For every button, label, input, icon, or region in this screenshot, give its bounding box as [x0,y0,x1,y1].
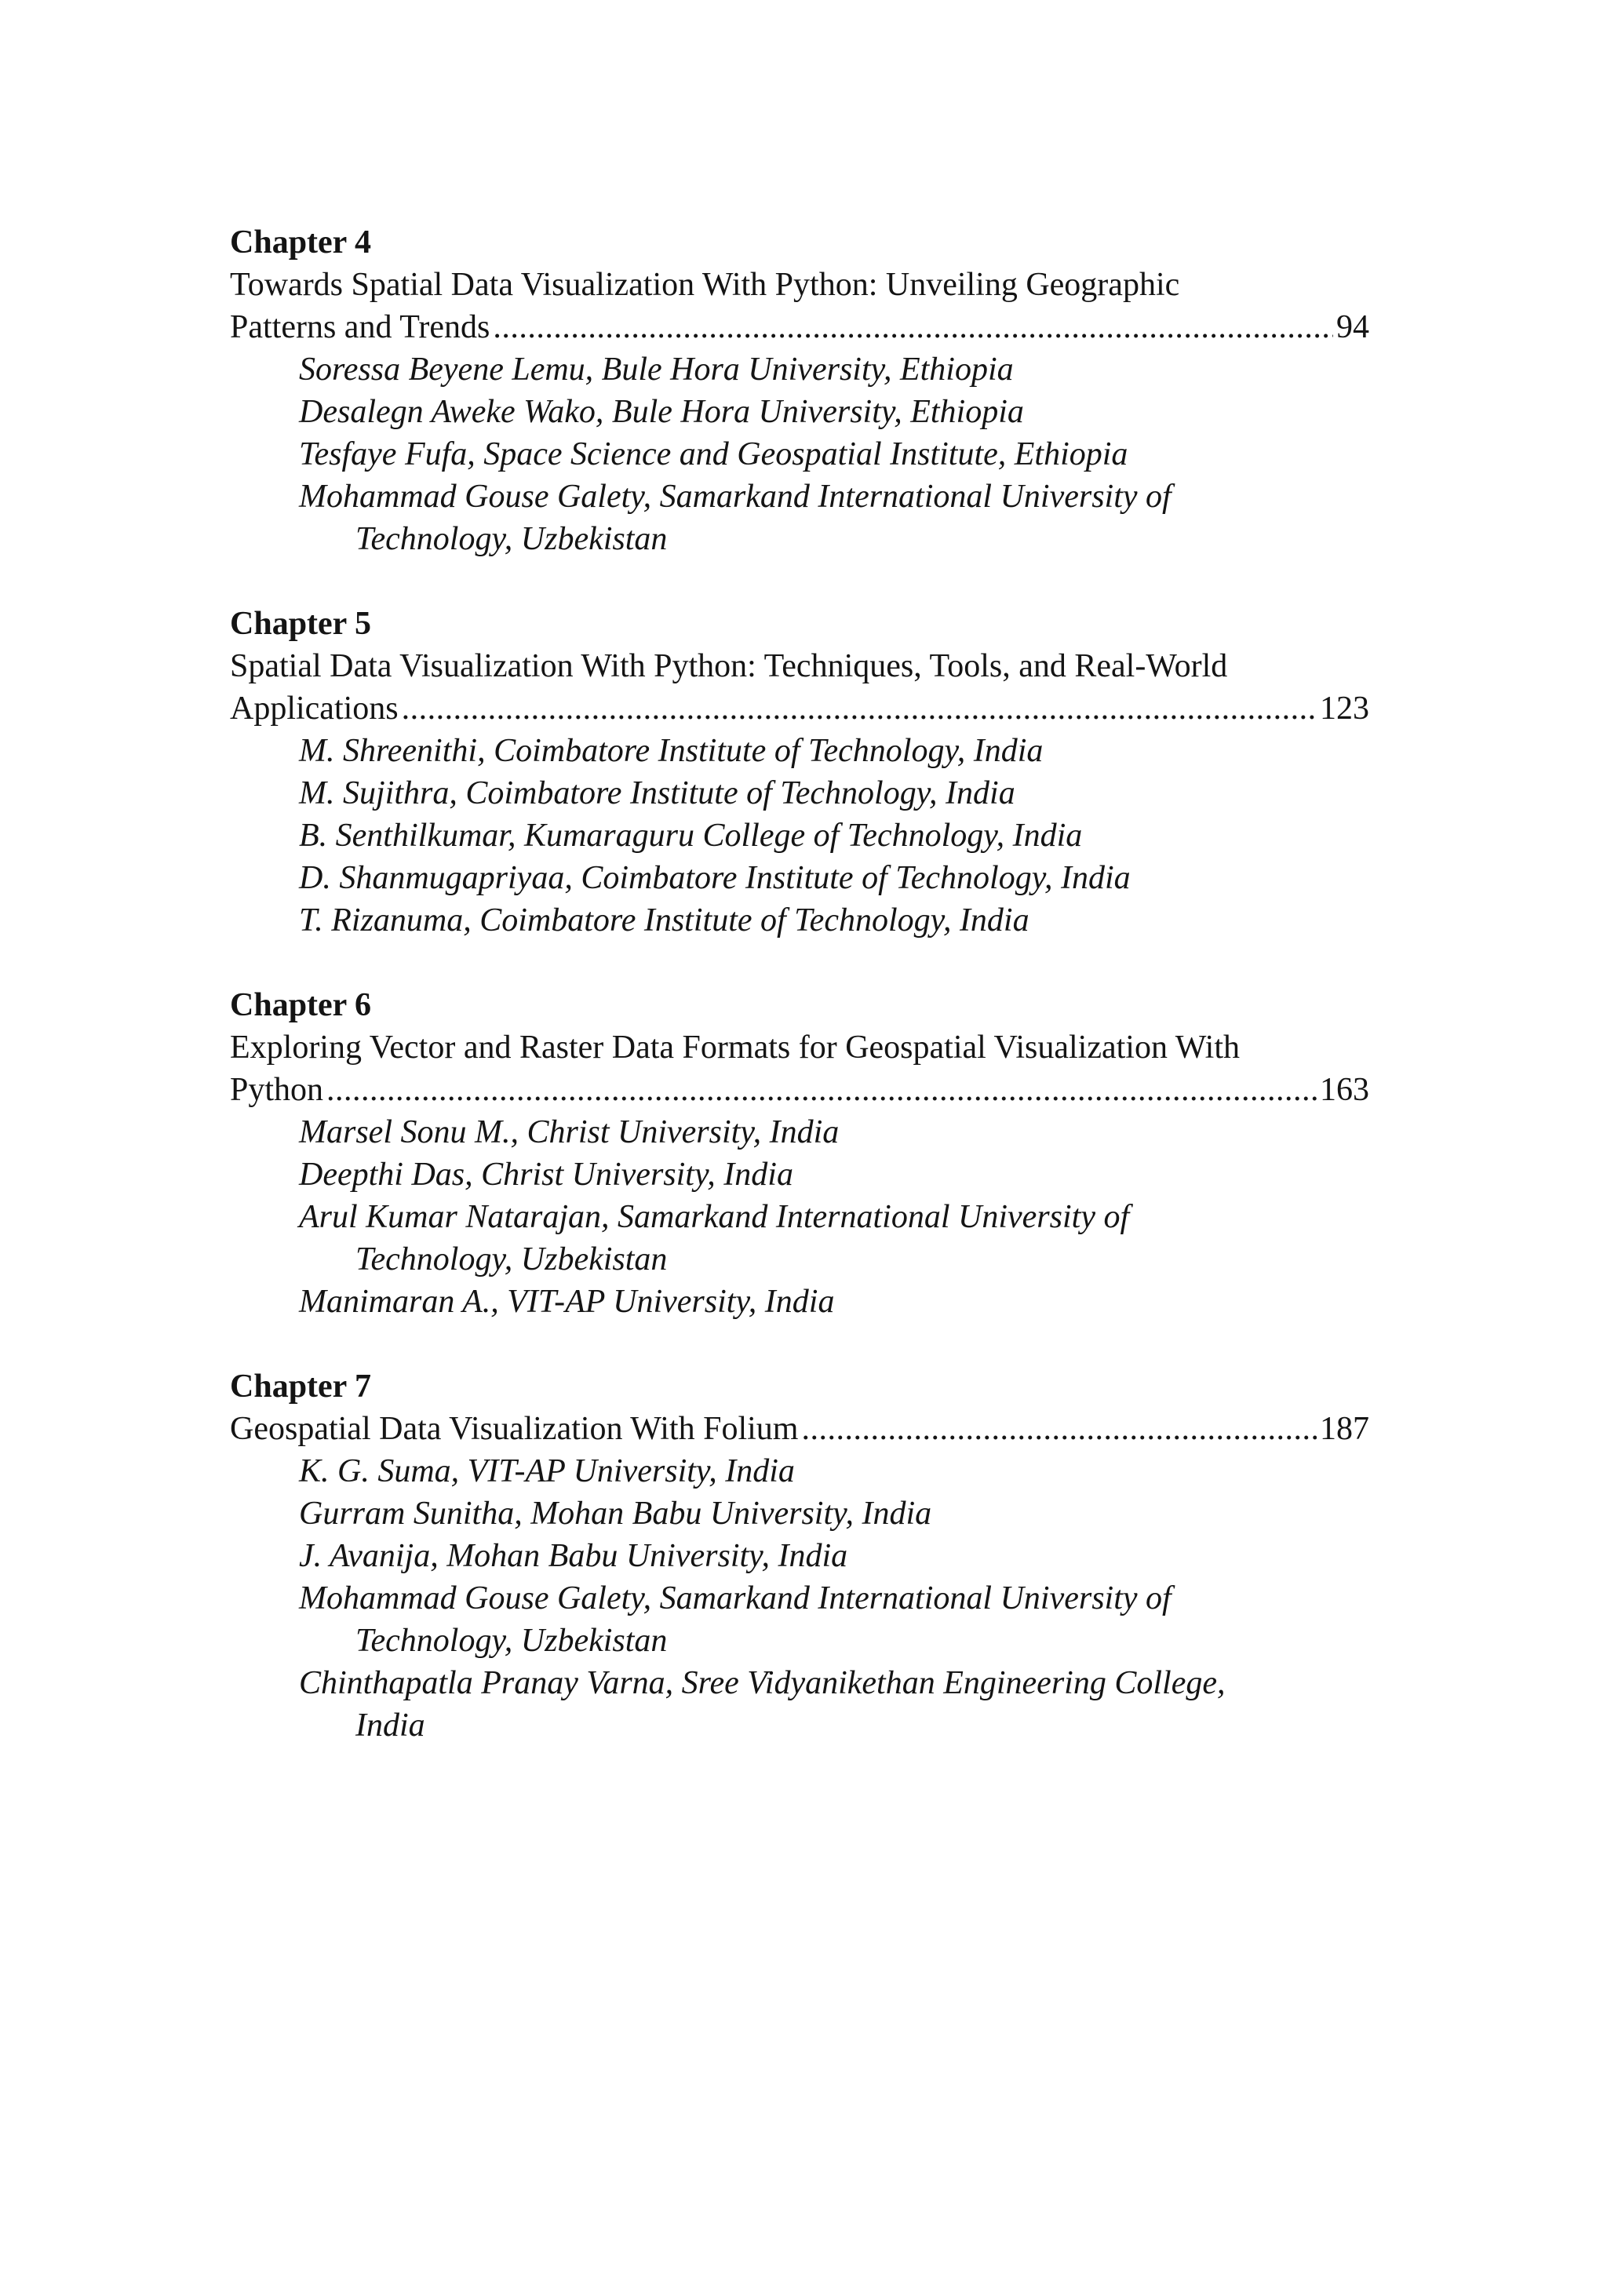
author-entry [230,1535,1369,1577]
author-affiliation: Chinthapatla Pranay Varna, Sree Vidyanikethan Engineering College, [299,1665,1226,1701]
author-entry [230,772,1369,815]
author-entry [230,1492,1369,1535]
dot-leader [402,687,1317,730]
chapter-title-dotted-line [230,306,1369,348]
chapter-label: Chapter 6 [230,987,372,1023]
dot-leader [801,1408,1317,1450]
chapter-label: Chapter 4 [230,224,372,261]
author-entry [230,899,1369,942]
page-number: 163 [1320,1072,1369,1108]
chapter-title-dotted-line [230,1069,1369,1111]
author-entry [230,433,1369,476]
author-affiliation-continued: Technology, Uzbekistan [355,1241,668,1277]
author-entry [230,1450,1369,1492]
chapter-label: Chapter 7 [230,1368,372,1405]
table-of-contents [230,221,1369,1789]
author-entry [230,730,1369,772]
author-affiliation: Manimaran A., VIT-AP University, India [299,1284,835,1320]
author-affiliation: D. Shanmugapriyaa, Coimbatore Institute of Technology, India [299,860,1131,896]
chapter-title-line-1: Exploring Vector and Raster Data Formats for Geospatial Visualization With [230,1030,1241,1066]
page-number: 187 [1320,1411,1369,1447]
chapter-title-line-1: Spatial Data Visualization With Python: Techniques, Tools, and Real-World [230,648,1228,684]
author-entry [230,857,1369,899]
author-affiliation: M. Shreenithi, Coimbatore Institute of Technology, India [299,733,1044,769]
chapter-title-line-1: Towards Spatial Data Visualization With Python: Unveiling Geographic [230,267,1180,303]
author-entry [230,1153,1369,1196]
author-affiliation: Mohammad Gouse Galety, Samarkand International University of [299,479,1172,515]
dot-leader [493,306,1333,348]
author-entry [230,348,1369,391]
chapter-title-dotted-line [230,1408,1369,1450]
page-number: 94 [1336,309,1369,345]
chapter-entry-6 [230,984,1369,1323]
chapter-title-line-2: Patterns and Trends [230,309,490,345]
author-affiliation: Mohammad Gouse Galety, Samarkand International University of [299,1580,1172,1616]
chapter-label: Chapter 5 [230,606,372,642]
page-number: 123 [1320,691,1369,727]
author-entry [230,1111,1369,1153]
chapter-title-dotted-line [230,687,1369,730]
author-affiliation: K. G. Suma, VIT-AP University, India [299,1453,795,1489]
author-affiliation: T. Rizanuma, Coimbatore Institute of Technology, India [299,902,1029,938]
author-affiliation-continued: India [355,1707,425,1744]
author-entry [230,815,1369,857]
author-entry [230,476,1369,560]
author-entry [230,1577,1369,1662]
chapter-title-line-2: Python [230,1072,324,1108]
author-entry [230,1281,1369,1323]
author-affiliation: B. Senthilkumar, Kumaraguru College of Technology, India [299,818,1083,854]
chapter-entry-5 [230,603,1369,942]
chapter-entry-4 [230,221,1369,560]
author-entry [230,391,1369,433]
chapter-title: Geospatial Data Visualization With Folium [230,1411,799,1447]
dot-leader [326,1069,1317,1111]
author-affiliation: Soressa Beyene Lemu, Bule Hora University, Ethiopia [299,352,1014,388]
author-affiliation: Tesfaye Fufa, Space Science and Geospatial Institute, Ethiopia [299,436,1128,472]
chapter-title-line-2: Applications [230,691,399,727]
author-affiliation: Deepthi Das, Christ University, India [299,1157,793,1193]
author-affiliation: J. Avanija, Mohan Babu University, India [299,1538,848,1574]
author-affiliation-continued: Technology, Uzbekistan [355,521,668,557]
author-affiliation-continued: Technology, Uzbekistan [355,1623,668,1659]
chapter-entry-7 [230,1365,1369,1747]
author-affiliation: Gurram Sunitha, Mohan Babu University, India [299,1496,932,1532]
author-entry [230,1196,1369,1281]
author-affiliation: Desalegn Aweke Wako, Bule Hora University, Ethiopia [299,394,1024,430]
author-affiliation: M. Sujithra, Coimbatore Institute of Technology, India [299,775,1015,811]
author-affiliation: Arul Kumar Natarajan, Samarkand International University of [299,1199,1130,1235]
author-affiliation: Marsel Sonu M., Christ University, India [299,1114,840,1150]
author-entry [230,1662,1369,1747]
